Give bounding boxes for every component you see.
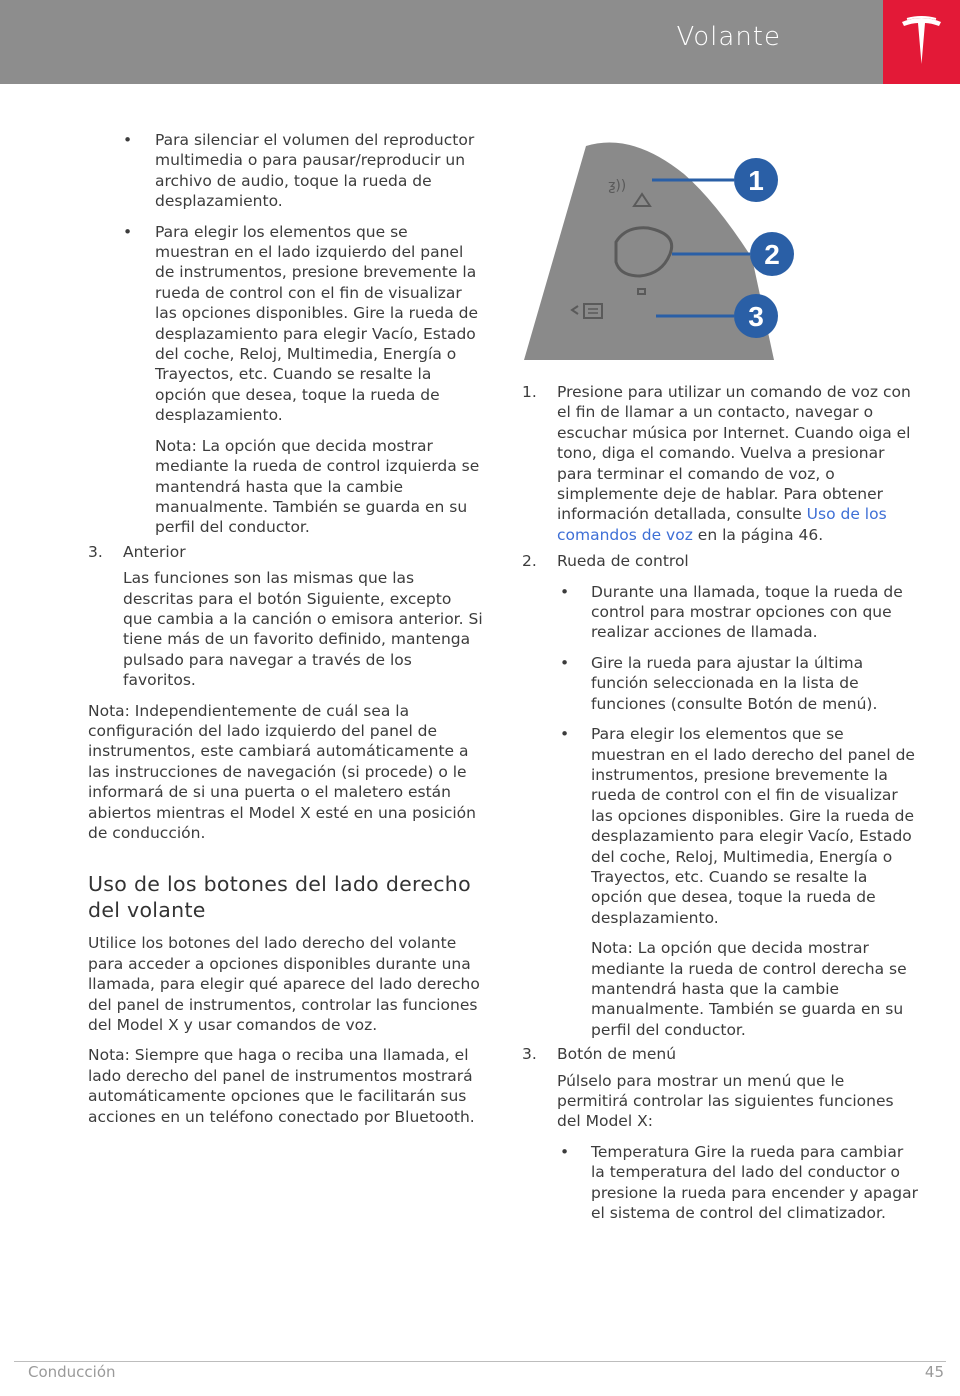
microphone-icon [608, 178, 626, 194]
note-text: Nota: Siempre que haga o reciba una llamada, el lado derecho del panel de instrumentos mostrará automáticamente opciones que le facilitarán sus acciones en un teléfono conectado por Bluetooth. [88, 1046, 475, 1126]
list-item: • Temperatura Gire la rueda para cambiar la temperatura del lado del conductor o presione la rueda para encender y apagar el sistema de control del climatizador. [560, 1142, 918, 1223]
list-item: • Para silenciar el volumen del reproductor multimedia o para pausar/reproducir un archivo de audio, toque la rueda de desplazamiento. [123, 131, 475, 211]
section-heading: Uso de los botones del lado derecho del volante [88, 872, 471, 923]
item-title: Botón de menú [557, 1045, 677, 1064]
bullet-dot: • [560, 1142, 570, 1161]
note-text: Nota: Independientemente de cuál sea la configuración del lado izquierdo del panel de instrumentos, este cambiará automáticamente a las instrucciones de navegación (si procede) o le informará de si una puerta o el maletero están abiertos mientras el Model X esté en una posición de conducción. [88, 701, 476, 842]
brand-logo [883, 0, 960, 84]
list-item: • Gire la rueda para ajustar la última función seleccionada en la lista de funciones (consulte Botón de menú). [560, 653, 878, 713]
callout-3: 3 [748, 301, 764, 332]
left-column [88, 130, 484, 1137]
item-description: Púlselo para mostrar un menú que le permitirá controlar las siguientes funciones del Model X: [557, 1071, 894, 1131]
note-text: Nota: La opción que decida mostrar mediante la rueda de control izquierda se mantendrá hasta que la cambie manualmente. También se guarda en su perfil del conductor. [155, 436, 480, 537]
bullet-dot: • [560, 582, 570, 601]
voice-commands-link[interactable]: Uso de los comandos de voz [557, 505, 887, 544]
item-title: Anterior [123, 542, 186, 561]
item-description: Las funciones son las mismas que las descritas para el botón Siguiente, excepto que cambia a la canción o emisora anterior. Si tiene más de un favorito definido, mantenga pulsado para navegar a través de los favoritos. [123, 569, 483, 690]
right-column [522, 382, 918, 1233]
steering-wheel-right-buttons-figure [522, 138, 802, 362]
tesla-logo-icon [901, 16, 942, 66]
paragraph: Utilice los botones del lado derecho del volante para acceder a opciones disponibles durante una llamada, para elegir qué aparece del lado derecho del panel de instrumentos, controlar las funciones del Model X y usar comandos de voz. [88, 934, 480, 1035]
callout-2: 2 [764, 239, 780, 270]
item-title: Rueda de control [557, 552, 689, 571]
numbered-item-2: 2. Rueda de control [522, 552, 689, 571]
svg-text:ƺ)): ƺ)) [608, 178, 627, 194]
page-header [0, 0, 883, 84]
list-item: • Durante una llamada, toque la rueda de control para mostrar opciones con que realizar acciones de llamada. [560, 582, 903, 642]
note-text: Nota: La opción que decida mostrar mediante la rueda de control derecha se mantendrá hasta que la cambie manualmente. También se guarda en su perfil del conductor. [591, 939, 907, 1039]
bullet-dot: • [123, 222, 133, 241]
page-number: 45 [924, 1363, 944, 1381]
numbered-item-3: 3. Anterior [88, 542, 186, 561]
list-item: • Para elegir los elementos que se muestran en el lado derecho del panel de instrumentos, presione brevemente la rueda de control con el fin de visualizar las opciones disponibles. Gire la rueda de desplazamiento para elegir Vacío, Estado del coche, Reloj, Multimedia, Energía o Trayectos, etc. Cuando se resalte la opción que desea, toque la rueda de desplazamiento. [560, 725, 915, 927]
page-title: Volante [676, 22, 781, 52]
numbered-item-1: 1. Presione para utilizar un comando de voz con el fin de llamar a un contacto, navegar o escuchar música por Internet. Cuando oiga el tono, diga el comando. Vuelva a presionar para terminar el comando de voz, o simplemente deje de hablar. Para obtener información detallada, consulte Uso de los comandos de voz en la página 46. [522, 383, 911, 544]
numbered-item-3: 3. Botón de menú [522, 1045, 677, 1064]
callout-1: 1 [748, 165, 764, 196]
list-item: • Para elegir los elementos que se muestran en el lado izquierdo del panel de instrumentos, presione brevemente la rueda de control con el fin de visualizar las opciones disponibles. Gire la rueda de desplazamiento para elegir Vacío, Estado del coche, Reloj, Multimedia, Energía o Trayectos, etc. Cuando se resalte la opción que desea, toque la rueda de desplazamiento. [123, 222, 479, 425]
bullet-dot: • [560, 725, 570, 744]
footer-divider [14, 1361, 946, 1362]
bullet-dot: • [123, 131, 133, 149]
bullet-dot: • [560, 653, 570, 672]
footer-section: Conducción [28, 1363, 116, 1381]
